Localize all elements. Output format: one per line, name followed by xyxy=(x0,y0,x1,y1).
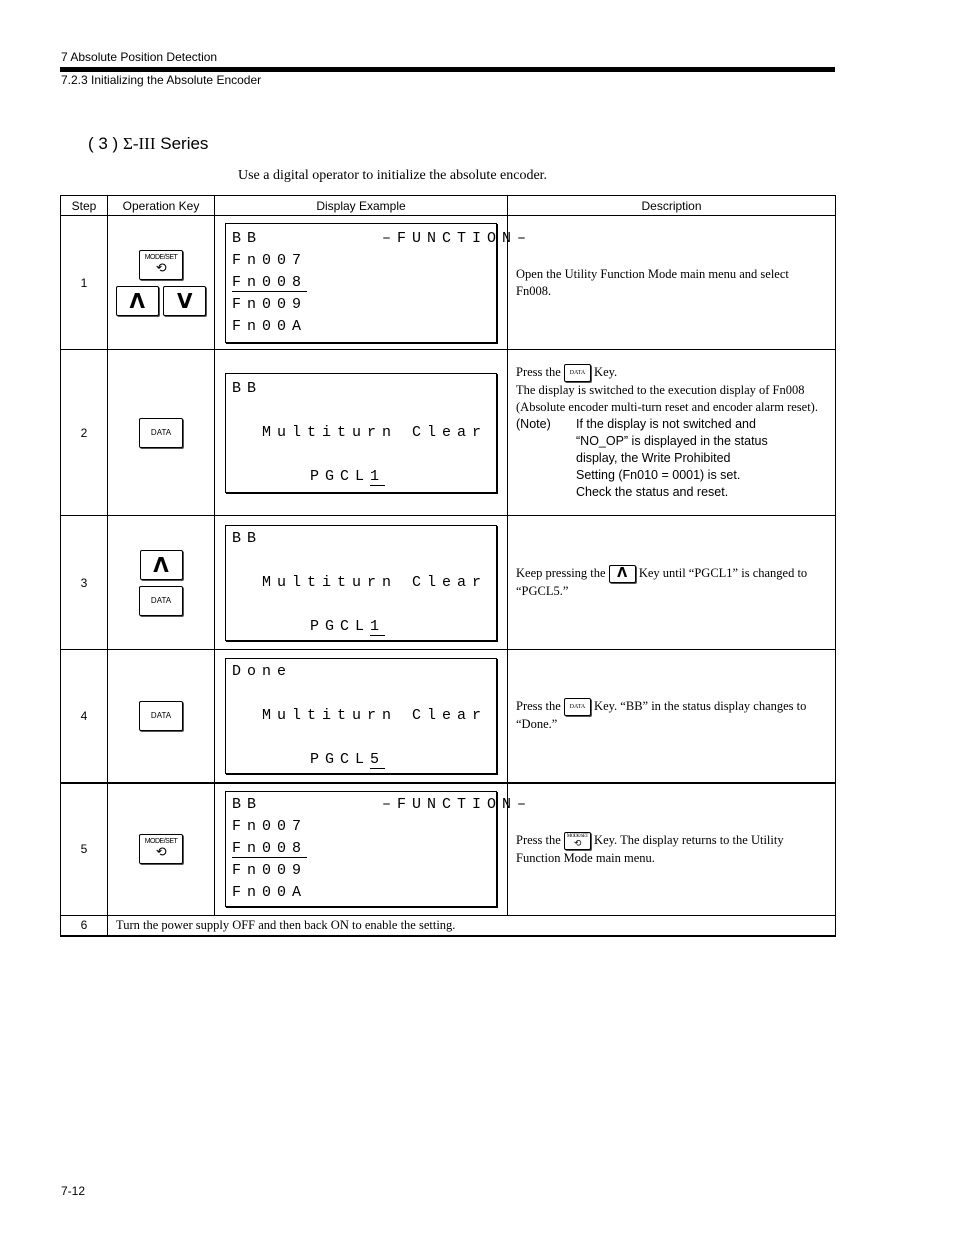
lcd-line: BB xyxy=(232,379,263,397)
note: (Note) If the display is not switched and “NO_OP” is displayed in the status display, the Write Prohibited Setting (Fn010 = 0001) is set. Check the status and reset. xyxy=(516,417,768,500)
operation-keys xyxy=(108,216,215,350)
data-key-inline: DATA xyxy=(564,698,591,716)
table-row xyxy=(61,216,836,350)
step-number: 6 xyxy=(61,916,108,936)
lcd-line: Done xyxy=(232,662,293,680)
header-step: Step xyxy=(61,196,108,216)
lcd-line: Multiturn Clear xyxy=(232,706,488,724)
lcd-line: BB xyxy=(232,529,263,547)
note-label: (Note) xyxy=(516,417,551,432)
operation-keys xyxy=(108,783,215,916)
lcd-line: Fn007 xyxy=(232,251,308,269)
down-key[interactable]: V xyxy=(163,286,206,316)
lcd-line: Fn00A xyxy=(232,317,308,335)
lcd-line: BB –FUNCTION– xyxy=(232,229,533,247)
lcd-line: PGCL1 xyxy=(310,467,386,485)
mode-set-key[interactable]: MODE/SET ⟲ xyxy=(139,834,183,864)
data-key-inline: DATA xyxy=(564,364,591,382)
table-header-row xyxy=(61,196,836,216)
data-key[interactable]: DATA xyxy=(139,418,183,448)
display-example xyxy=(215,650,508,783)
lcd-display xyxy=(225,658,497,774)
lcd-line xyxy=(226,400,496,422)
table-row xyxy=(61,650,836,783)
procedure-table xyxy=(60,195,836,937)
header-description: Description xyxy=(508,196,836,216)
header-operation-key: Operation Key xyxy=(108,196,215,216)
section-title xyxy=(88,134,208,154)
intro-text: Use a digital operator to initialize the absolute encoder. xyxy=(238,168,548,183)
display-example xyxy=(215,350,508,516)
data-key[interactable]: DATA xyxy=(139,586,183,616)
step-description: Keep pressing the Λ Key until “PGCL1” is changed to “PGCL5.” xyxy=(508,516,836,650)
lcd-display xyxy=(225,525,497,641)
section-header: 7.2.3 Initializing the Absolute Encoder xyxy=(61,73,262,87)
lcd-display xyxy=(225,791,533,907)
lcd-line xyxy=(226,444,496,466)
display-example xyxy=(215,216,533,350)
up-key[interactable]: Λ xyxy=(140,550,183,580)
lcd-line: Multiturn Clear xyxy=(232,573,488,591)
up-key[interactable]: Λ xyxy=(116,286,159,316)
lcd-line xyxy=(226,727,496,749)
lcd-display xyxy=(225,223,533,343)
series-symbol: Σ-III xyxy=(122,134,156,153)
step-description: Press the DATA Key. The display is switched to the execution display of Fn008 (Absolute encoder multi-turn reset and encoder alarm reset). (Note) If the display is not switched and “NO_OP” is displayed in the status display, the Write Prohibited Setting (Fn010 = 0001) is set. Check the status and reset. xyxy=(508,350,836,516)
step-description: Press the MODE/SET ⟲ Key. The display returns to the Utility Function Mode main menu. xyxy=(508,783,836,916)
operation-keys xyxy=(108,350,215,516)
lcd-line: PGCL5 xyxy=(310,750,386,768)
step-number: 4 xyxy=(61,650,108,783)
step-description: Press the DATA Key. “BB” in the status display changes to “Done.” xyxy=(508,650,836,783)
lcd-line-selected: Fn008 xyxy=(232,840,308,858)
lcd-line: Fn007 xyxy=(232,818,308,836)
mode-set-key[interactable]: MODE/SET ⟲ xyxy=(139,250,183,280)
step-number: 3 xyxy=(61,516,108,650)
step-number: 5 xyxy=(61,783,108,916)
lcd-line: Fn009 xyxy=(232,295,308,313)
lcd-line: Fn00A xyxy=(232,884,308,902)
operation-keys xyxy=(108,650,215,783)
mode-set-key-inline: MODE/SET ⟲ xyxy=(564,832,591,850)
lcd-line: Multiturn Clear xyxy=(232,423,488,441)
step-number: 1 xyxy=(61,216,108,350)
display-example xyxy=(215,783,533,916)
section-title-text: Series xyxy=(160,134,209,153)
lcd-line: BB –FUNCTION– xyxy=(232,796,533,814)
lcd-line-selected: Fn008 xyxy=(232,273,308,291)
table-row xyxy=(61,916,836,936)
lcd-line xyxy=(226,683,496,705)
section-number: ( 3 ) xyxy=(88,134,119,153)
lcd-display xyxy=(225,373,497,493)
return-icon: ⟲ xyxy=(573,838,581,849)
display-example xyxy=(215,516,508,650)
data-key[interactable]: DATA xyxy=(139,701,183,731)
lcd-line: Fn009 xyxy=(232,862,308,880)
table-row xyxy=(61,516,836,650)
up-key-inline: Λ xyxy=(609,565,636,583)
lcd-line: PGCL1 xyxy=(310,617,386,635)
lcd-line xyxy=(226,550,496,572)
header-rule xyxy=(60,67,835,72)
step-number: 2 xyxy=(61,350,108,516)
lcd-line xyxy=(226,594,496,616)
page-number: 7-12 xyxy=(61,1184,86,1198)
return-icon: ⟲ xyxy=(155,845,167,861)
table-row xyxy=(61,350,836,516)
step-description: Open the Utility Function Mode main menu and select Fn008. xyxy=(508,216,836,350)
return-icon: ⟲ xyxy=(155,260,167,276)
header-display-example: Display Example xyxy=(215,196,508,216)
chapter-header: 7 Absolute Position Detection xyxy=(61,50,218,64)
table-row xyxy=(61,783,836,916)
operation-keys xyxy=(108,516,215,650)
step-description: Turn the power supply OFF and then back ON to enable the setting. xyxy=(108,916,836,936)
